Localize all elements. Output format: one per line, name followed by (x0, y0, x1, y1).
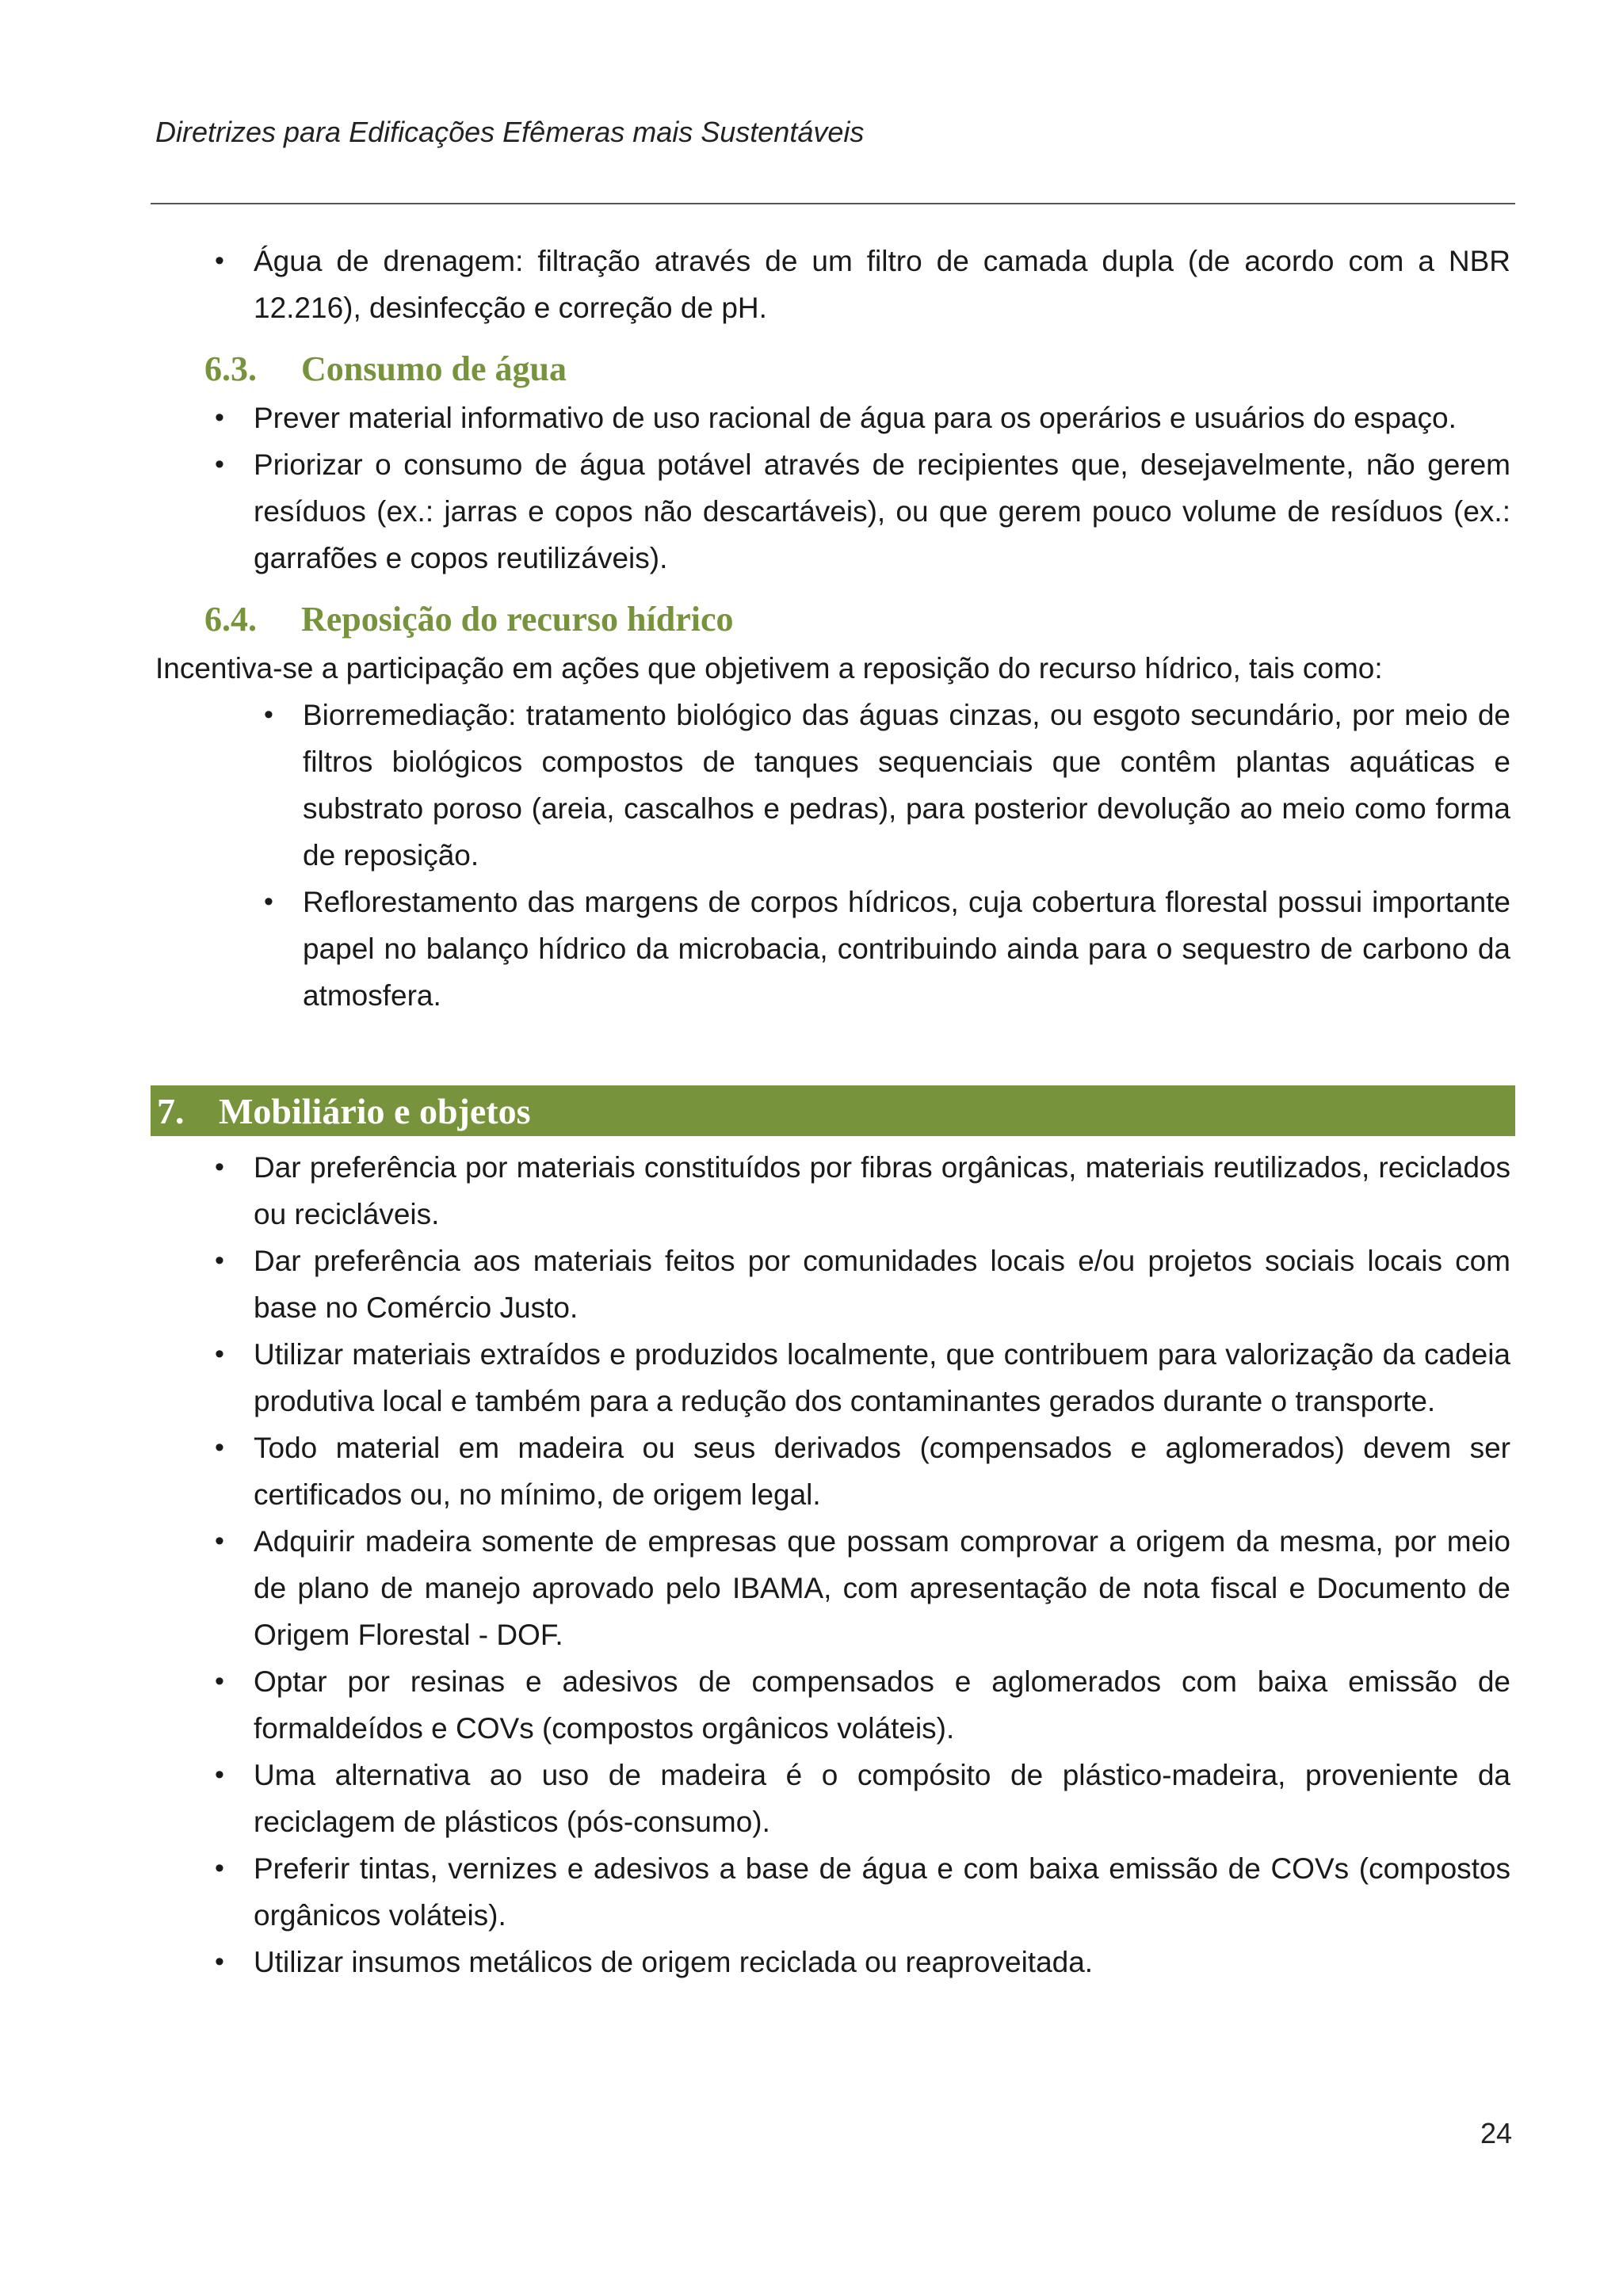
bullet-icon: • (264, 700, 273, 730)
section-6-3-list (155, 395, 1510, 582)
intro-list (155, 238, 1510, 331)
bullet-icon: • (215, 1152, 224, 1182)
list-item: • Optar por resinas e adesivos de compensados e aglomerados com baixa emissão de formaldeídos e COVs (compostos orgânicos voláteis). (155, 1658, 1510, 1752)
running-header: Diretrizes para Edificações Efêmeras mais Sustentáveis (155, 116, 865, 148)
list-item: • Utilizar materiais extraídos e produzidos localmente, que contribuem para valorização da cadeia produtiva local e também para a redução dos contaminantes gerados durante o transporte. (155, 1331, 1510, 1425)
list-item: • Uma alternativa ao uso de madeira é o compósito de plástico-madeira, proveniente da reciclagem de plásticos (pós-consumo). (155, 1752, 1510, 1845)
list-item: • Reflorestamento das margens de corpos hídricos, cuja cobertura florestal possui importante papel no balanço hídrico da microbacia, contribuindo ainda para o sequestro de carbono da atmosfera. (155, 879, 1510, 1019)
bullet-icon: • (215, 1947, 224, 1977)
section-6-4-intro: Incentiva-se a participação em ações que objetivem a reposição do recurso hídrico, tais como: (155, 652, 1383, 685)
list-item: • Biorremediação: tratamento biológico das águas cinzas, ou esgoto secundário, por meio de filtros biológicos compostos de tanques sequenciais que contêm plantas aquáticas e substrato poroso (areia, cascalhos e pedras), para posterior devolução ao meio como forma de reposição. (155, 692, 1510, 879)
list-item: • Adquirir madeira somente de empresas que possam comprovar a origem da mesma, por meio de plano de manejo aprovado pelo IBAMA, com apresentação de nota fiscal e Documento de Origem Florestal - DOF. (155, 1518, 1510, 1658)
bullet-icon: • (215, 1760, 224, 1790)
list-item: • Dar preferência por materiais constituídos por fibras orgânicas, materiais reutilizados, reciclados ou recicláveis. (155, 1144, 1510, 1238)
list-item: • Água de drenagem: filtração através de um filtro de camada dupla (de acordo com a NBR 12.216), desinfecção e correção de pH. (155, 238, 1510, 331)
bullet-icon: • (215, 1432, 224, 1463)
bullet-icon: • (215, 1666, 224, 1696)
list-item: • Prever material informativo de uso racional de água para os operários e usuários do espaço. (155, 395, 1510, 441)
section-6-3-heading: 6.3. Consumo de água (204, 349, 567, 388)
bullet-icon: • (215, 1853, 224, 1883)
list-item: • Utilizar insumos metálicos de origem reciclada ou reaproveitada. (155, 1939, 1510, 1985)
list-item: • Todo material em madeira ou seus derivados (compensados e aglomerados) devem ser certificados ou, no mínimo, de origem legal. (155, 1425, 1510, 1518)
bullet-icon: • (215, 1339, 224, 1369)
bullet-icon: • (215, 402, 224, 433)
section-6-4-list (155, 692, 1510, 1019)
header-rule (151, 203, 1515, 204)
bullet-icon: • (215, 449, 224, 479)
bullet-icon: • (264, 887, 273, 917)
list-item: • Priorizar o consumo de água potável através de recipientes que, desejavelmente, não gerem resíduos (ex.: jarras e copos não descartáveis), ou que gerem pouco volume de resíduos (ex.: garrafões e copos reutilizáveis). (155, 441, 1510, 582)
bullet-icon: • (215, 246, 224, 276)
list-item: • Preferir tintas, vernizes e adesivos a base de água e com baixa emissão de COVs (compostos orgânicos voláteis). (155, 1845, 1510, 1939)
section-6-4-heading: 6.4. Reposição do recurso hídrico (204, 600, 734, 639)
page-number: 24 (1480, 2117, 1513, 2149)
section-7-list (155, 1144, 1510, 1985)
list-item: • Dar preferência aos materiais feitos por comunidades locais e/ou projetos sociais locais com base no Comércio Justo. (155, 1238, 1510, 1331)
bullet-icon: • (215, 1245, 224, 1276)
section-7-heading: 7. Mobiliário e objetos (151, 1085, 1515, 1136)
bullet-icon: • (215, 1526, 224, 1556)
page-content (155, 238, 1510, 1985)
